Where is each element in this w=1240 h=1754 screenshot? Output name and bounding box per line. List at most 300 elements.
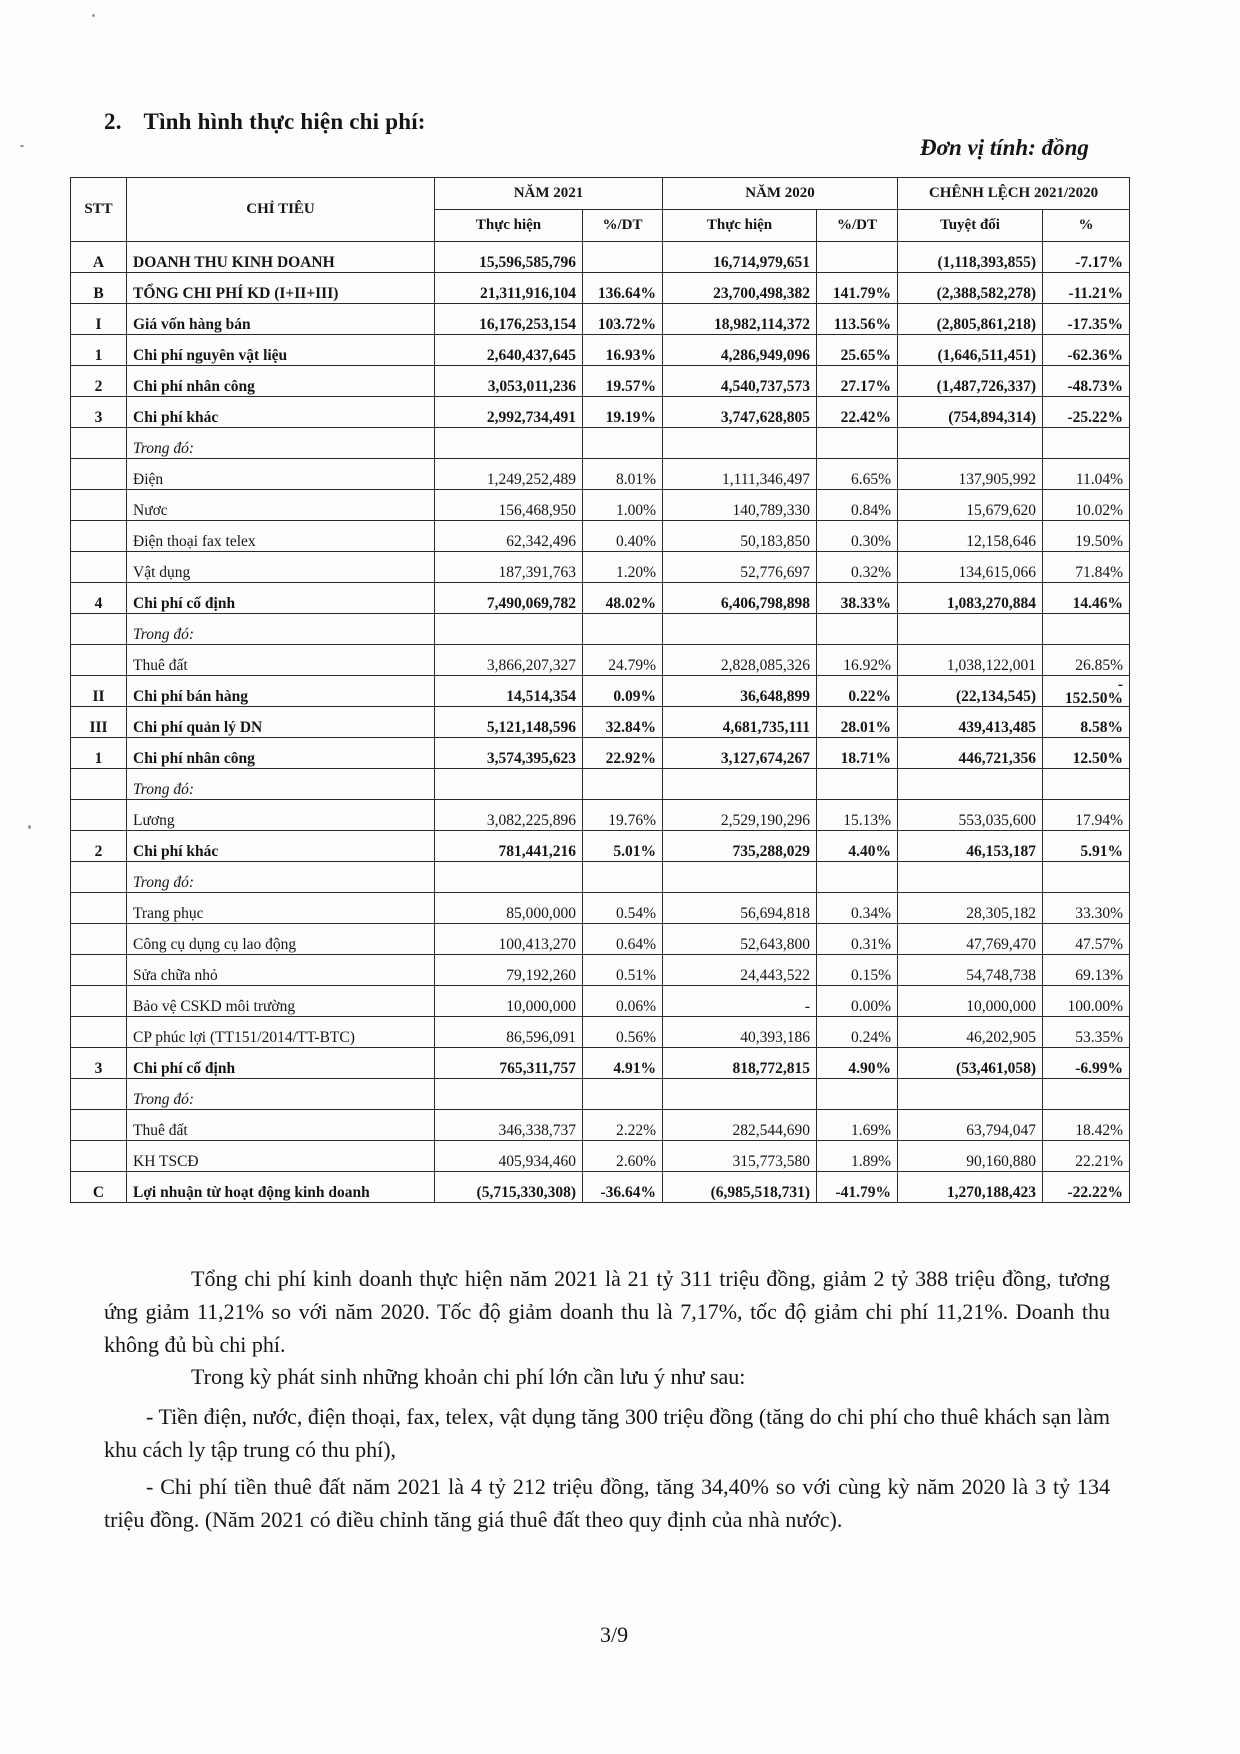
- table-row: [71, 428, 1130, 459]
- value-2021: 156,468,950: [435, 490, 583, 521]
- table-row: [71, 1172, 1130, 1203]
- diff-percent: [1043, 769, 1130, 800]
- bullet-utilities: - Tiền điện, nước, điện thoại, fax, telex, vật dụng tăng 300 triệu đồng (tăng do chi phí cho thuê khách sạn làm khu cách ly tập trung có thu phí),: [104, 1404, 1110, 1462]
- row-stt: [71, 428, 127, 459]
- pct-dt-2021: 136.64%: [583, 273, 663, 304]
- value-2021: 86,596,091: [435, 1017, 583, 1048]
- value-2020: 40,393,186: [663, 1017, 817, 1048]
- row-label: Chi phí khác: [127, 831, 435, 862]
- row-label: Trang phục: [127, 893, 435, 924]
- value-2021: [435, 614, 583, 645]
- paragraph-notes-intro: Trong kỳ phát sinh những khoản chi phí lớn cần lưu ý như sau:: [191, 1364, 746, 1389]
- value-2020: 50,183,850: [663, 521, 817, 552]
- section-number: 2.: [104, 109, 122, 134]
- row-stt: [71, 986, 127, 1017]
- diff-percent: -7.17%: [1043, 242, 1130, 273]
- diff-percent: 19.50%: [1043, 521, 1130, 552]
- table-row: [71, 335, 1130, 366]
- row-stt: [71, 893, 127, 924]
- diff-percent: -62.36%: [1043, 335, 1130, 366]
- value-2021: 16,176,253,154: [435, 304, 583, 335]
- value-2020: 6,406,798,898: [663, 583, 817, 614]
- header-thuc-hien-2020: Thực hiện: [663, 210, 817, 242]
- pct-dt-2020: 0.00%: [817, 986, 898, 1017]
- value-2020: 52,643,800: [663, 924, 817, 955]
- pct-dt-2021: 19.76%: [583, 800, 663, 831]
- value-2020: 315,773,580: [663, 1141, 817, 1172]
- row-stt: [71, 459, 127, 490]
- header-tuyet-doi: Tuyệt đối: [898, 210, 1043, 242]
- value-2020: 4,681,735,111: [663, 707, 817, 738]
- value-2021: 765,311,757: [435, 1048, 583, 1079]
- value-2021: [435, 1079, 583, 1110]
- diff-absolute: 54,748,738: [898, 955, 1043, 986]
- diff-absolute: 1,083,270,884: [898, 583, 1043, 614]
- table-row: [71, 552, 1130, 583]
- table-row: [71, 893, 1130, 924]
- row-label: Chi phí nhân công: [127, 366, 435, 397]
- pct-dt-2021: 8.01%: [583, 459, 663, 490]
- table-row: [71, 707, 1130, 738]
- table-row: [71, 583, 1130, 614]
- table-row: [71, 738, 1130, 769]
- diff-absolute: 10,000,000: [898, 986, 1043, 1017]
- pct-dt-2021: 4.91%: [583, 1048, 663, 1079]
- diff-absolute: 63,794,047: [898, 1110, 1043, 1141]
- value-2021: 85,000,000: [435, 893, 583, 924]
- value-2020: 56,694,818: [663, 893, 817, 924]
- pct-dt-2021: 16.93%: [583, 335, 663, 366]
- row-label: Thuê đất: [127, 645, 435, 676]
- value-2020: 2,529,190,296: [663, 800, 817, 831]
- row-stt: A: [71, 242, 127, 273]
- diff-absolute: 47,769,470: [898, 924, 1043, 955]
- value-2021: 781,441,216: [435, 831, 583, 862]
- diff-absolute: (22,134,545): [898, 676, 1043, 707]
- diff-percent: 22.21%: [1043, 1141, 1130, 1172]
- value-2020: 23,700,498,382: [663, 273, 817, 304]
- pct-dt-2021: 0.64%: [583, 924, 663, 955]
- table-row: [71, 397, 1130, 428]
- row-label: Thuê đất: [127, 1110, 435, 1141]
- row-stt: [71, 1110, 127, 1141]
- table-row: [71, 769, 1130, 800]
- diff-absolute: (1,487,726,337): [898, 366, 1043, 397]
- value-2021: 2,992,734,491: [435, 397, 583, 428]
- value-2021: 405,934,460: [435, 1141, 583, 1172]
- row-stt: 2: [71, 831, 127, 862]
- row-stt: 3: [71, 397, 127, 428]
- row-label: Chi phí cố định: [127, 583, 435, 614]
- value-2021: 2,640,437,645: [435, 335, 583, 366]
- value-2020: [663, 428, 817, 459]
- diff-percent: 18.42%: [1043, 1110, 1130, 1141]
- pct-dt-2020: 22.42%: [817, 397, 898, 428]
- pct-dt-2021: 0.40%: [583, 521, 663, 552]
- diff-absolute: (2,805,861,218): [898, 304, 1043, 335]
- table-row: [71, 862, 1130, 893]
- row-label: CP phúc lợi (TT151/2014/TT-BTC): [127, 1017, 435, 1048]
- scan-speck: [20, 145, 24, 147]
- pct-dt-2021: 48.02%: [583, 583, 663, 614]
- row-stt: [71, 1079, 127, 1110]
- pct-dt-2020: [817, 428, 898, 459]
- pct-dt-2020: 1.89%: [817, 1141, 898, 1172]
- diff-percent: 8.58%: [1043, 707, 1130, 738]
- bullet-land-rent: - Chi phí tiền thuê đất năm 2021 là 4 tỷ 212 triệu đồng, tăng 34,40% so với cùng kỳ năm 2020 là 3 tỷ 134 triệu đồng. (Năm 2021 có điều chỉnh tăng giá thuê đất theo quy định của nhà nước).: [104, 1474, 1110, 1532]
- table-row: [71, 273, 1130, 304]
- diff-percent: [1043, 676, 1130, 707]
- value-2020: 4,286,949,096: [663, 335, 817, 366]
- row-stt: [71, 1141, 127, 1172]
- row-label: Trong đó:: [127, 862, 435, 893]
- row-label: Sửa chữa nhỏ: [127, 955, 435, 986]
- value-2021: 100,413,270: [435, 924, 583, 955]
- pct-dt-2020: 6.65%: [817, 459, 898, 490]
- diff-percent: 53.35%: [1043, 1017, 1130, 1048]
- value-2020: 282,544,690: [663, 1110, 817, 1141]
- row-label: Trong đó:: [127, 769, 435, 800]
- diff-absolute: [898, 614, 1043, 645]
- value-2020: [663, 614, 817, 645]
- pct-dt-2020: 4.90%: [817, 1048, 898, 1079]
- table-row: [71, 986, 1130, 1017]
- row-label: Chi phí cố định: [127, 1048, 435, 1079]
- table-row: [71, 1110, 1130, 1141]
- pct-dt-2020: [817, 1079, 898, 1110]
- row-label: Công cụ dụng cụ lao động: [127, 924, 435, 955]
- value-2021: [435, 428, 583, 459]
- table-row: [71, 924, 1130, 955]
- paragraph-summary: Tổng chi phí kinh doanh thực hiện năm 2021 là 21 tỷ 311 triệu đồng, giảm 2 tỷ 388 triệu đồng, tương ứng giảm 11,21% so với năm 2020. Tốc độ giảm doanh thu là 7,17%, tốc độ giảm chi phí 11,21%. Doanh thu không đủ bù chi phí.: [104, 1266, 1110, 1357]
- pct-dt-2021: 0.54%: [583, 893, 663, 924]
- diff-absolute: (2,388,582,278): [898, 273, 1043, 304]
- value-2021: 14,514,354: [435, 676, 583, 707]
- scan-speck: [92, 14, 95, 17]
- value-2020: [663, 769, 817, 800]
- diff-absolute: 15,679,620: [898, 490, 1043, 521]
- diff-percent: 17.94%: [1043, 800, 1130, 831]
- diff-absolute: 137,905,992: [898, 459, 1043, 490]
- pct-dt-2021: 0.09%: [583, 676, 663, 707]
- table-row: [71, 1079, 1130, 1110]
- pct-dt-2020: 0.22%: [817, 676, 898, 707]
- row-label: KH TSCĐ: [127, 1141, 435, 1172]
- value-2020: -: [663, 986, 817, 1017]
- row-stt: II: [71, 676, 127, 707]
- row-label: DOANH THU KINH DOANH: [127, 242, 435, 273]
- diff-absolute: 446,721,356: [898, 738, 1043, 769]
- diff-percent: 71.84%: [1043, 552, 1130, 583]
- row-stt: [71, 1017, 127, 1048]
- row-stt: C: [71, 1172, 127, 1203]
- pct-dt-2020: [817, 769, 898, 800]
- pct-dt-2021: [583, 428, 663, 459]
- pct-dt-2020: 0.24%: [817, 1017, 898, 1048]
- row-label: Lợi nhuận từ hoạt động kinh doanh: [127, 1172, 435, 1203]
- row-label: Chi phí quản lý DN: [127, 707, 435, 738]
- row-label: TỔNG CHI PHÍ KD (I+II+III): [127, 273, 435, 304]
- pct-dt-2020: 0.32%: [817, 552, 898, 583]
- pct-dt-2020: 38.33%: [817, 583, 898, 614]
- row-label: Trong đó:: [127, 428, 435, 459]
- diff-percent: 14.46%: [1043, 583, 1130, 614]
- row-label: Chi phí nhân công: [127, 738, 435, 769]
- pct-dt-2021: [583, 242, 663, 273]
- row-stt: [71, 862, 127, 893]
- table-body: [71, 242, 1130, 1203]
- row-label: Điện thoại fax telex: [127, 521, 435, 552]
- header-pct-dt-2020: %/DT: [817, 210, 898, 242]
- diff-percent: 11.04%: [1043, 459, 1130, 490]
- value-2021: [435, 862, 583, 893]
- header-thuc-hien-2021: Thực hiện: [435, 210, 583, 242]
- diff-percent: [1043, 1079, 1130, 1110]
- pct-dt-2021: 19.57%: [583, 366, 663, 397]
- row-stt: [71, 521, 127, 552]
- diff-percent-sign: -: [1117, 676, 1124, 693]
- row-stt: [71, 614, 127, 645]
- diff-absolute: 28,305,182: [898, 893, 1043, 924]
- row-label: Trong đó:: [127, 1079, 435, 1110]
- diff-percent: -48.73%: [1043, 366, 1130, 397]
- diff-absolute: [898, 428, 1043, 459]
- value-2021: 79,192,260: [435, 955, 583, 986]
- value-2021: (5,715,330,308): [435, 1172, 583, 1203]
- table-row: [71, 521, 1130, 552]
- value-2021: 7,490,069,782: [435, 583, 583, 614]
- pct-dt-2021: 32.84%: [583, 707, 663, 738]
- diff-percent: -25.22%: [1043, 397, 1130, 428]
- header-chi-tieu: CHỈ TIÊU: [127, 178, 435, 242]
- table-row: [71, 1141, 1130, 1172]
- header-year-2020: NĂM 2020: [663, 178, 898, 210]
- diff-percent: -22.22%: [1043, 1172, 1130, 1203]
- pct-dt-2020: 141.79%: [817, 273, 898, 304]
- page-number: 3/9: [600, 1622, 629, 1647]
- value-2020: 3,747,628,805: [663, 397, 817, 428]
- diff-absolute: 46,153,187: [898, 831, 1043, 862]
- diff-absolute: 134,615,066: [898, 552, 1043, 583]
- diff-percent: -11.21%: [1043, 273, 1130, 304]
- row-stt: [71, 924, 127, 955]
- pct-dt-2020: 25.65%: [817, 335, 898, 366]
- row-label: Bảo vệ CSKD môi trường: [127, 986, 435, 1017]
- diff-absolute: [898, 769, 1043, 800]
- pct-dt-2021: [583, 862, 663, 893]
- diff-percent: 33.30%: [1043, 893, 1130, 924]
- value-2021: 3,866,207,327: [435, 645, 583, 676]
- diff-absolute: [898, 1079, 1043, 1110]
- cost-table: [70, 177, 1130, 1203]
- diff-percent: 5.91%: [1043, 831, 1130, 862]
- header-pct: %: [1043, 210, 1130, 242]
- value-2021: 346,338,737: [435, 1110, 583, 1141]
- header-stt: STT: [71, 178, 127, 242]
- diff-absolute: (53,461,058): [898, 1048, 1043, 1079]
- value-2020: 1,111,346,497: [663, 459, 817, 490]
- pct-dt-2021: 103.72%: [583, 304, 663, 335]
- pct-dt-2021: 0.51%: [583, 955, 663, 986]
- pct-dt-2021: 0.56%: [583, 1017, 663, 1048]
- pct-dt-2021: 1.20%: [583, 552, 663, 583]
- pct-dt-2020: [817, 862, 898, 893]
- diff-percent: 69.13%: [1043, 955, 1130, 986]
- value-2021: 15,596,585,796: [435, 242, 583, 273]
- section-title: [104, 109, 426, 135]
- header-year-2021: NĂM 2021: [435, 178, 663, 210]
- unit-label: Đơn vị tính: đồng: [920, 135, 1089, 160]
- pct-dt-2020: 28.01%: [817, 707, 898, 738]
- pct-dt-2021: 22.92%: [583, 738, 663, 769]
- row-label: Giá vốn hàng bán: [127, 304, 435, 335]
- table-row: [71, 955, 1130, 986]
- diff-absolute: 46,202,905: [898, 1017, 1043, 1048]
- value-2020: (6,985,518,731): [663, 1172, 817, 1203]
- value-2020: 24,443,522: [663, 955, 817, 986]
- row-stt: I: [71, 304, 127, 335]
- diff-percent: 100.00%: [1043, 986, 1130, 1017]
- diff-percent: 10.02%: [1043, 490, 1130, 521]
- pct-dt-2021: 24.79%: [583, 645, 663, 676]
- value-2021: 3,082,225,896: [435, 800, 583, 831]
- table-row: [71, 831, 1130, 862]
- pct-dt-2021: [583, 1079, 663, 1110]
- value-2021: 3,574,395,623: [435, 738, 583, 769]
- pct-dt-2020: 27.17%: [817, 366, 898, 397]
- table-row: [71, 800, 1130, 831]
- row-stt: 1: [71, 335, 127, 366]
- table-row: [71, 1048, 1130, 1079]
- header-pct-dt-2021: %/DT: [583, 210, 663, 242]
- diff-absolute: 553,035,600: [898, 800, 1043, 831]
- value-2021: 3,053,011,236: [435, 366, 583, 397]
- pct-dt-2021: 1.00%: [583, 490, 663, 521]
- row-stt: [71, 769, 127, 800]
- pct-dt-2021: [583, 769, 663, 800]
- row-label: Chi phí khác: [127, 397, 435, 428]
- pct-dt-2021: [583, 614, 663, 645]
- value-2020: 3,127,674,267: [663, 738, 817, 769]
- table-row: [71, 614, 1130, 645]
- diff-absolute: 1,270,188,423: [898, 1172, 1043, 1203]
- diff-percent: -6.99%: [1043, 1048, 1130, 1079]
- row-label: Vật dụng: [127, 552, 435, 583]
- value-2020: 16,714,979,651: [663, 242, 817, 273]
- diff-percent: 47.57%: [1043, 924, 1130, 955]
- table-row: [71, 676, 1130, 707]
- row-stt: 4: [71, 583, 127, 614]
- row-stt: 1: [71, 738, 127, 769]
- section-title-text: Tình hình thực hiện chi phí:: [143, 109, 426, 134]
- row-stt: B: [71, 273, 127, 304]
- pct-dt-2021: 5.01%: [583, 831, 663, 862]
- row-label: Chi phí nguyên vật liệu: [127, 335, 435, 366]
- row-label: Trong đó:: [127, 614, 435, 645]
- row-stt: [71, 490, 127, 521]
- table-row: [71, 304, 1130, 335]
- value-2021: 5,121,148,596: [435, 707, 583, 738]
- value-2020: 52,776,697: [663, 552, 817, 583]
- table-row: [71, 645, 1130, 676]
- value-2021: 10,000,000: [435, 986, 583, 1017]
- scan-speck: [28, 825, 31, 829]
- value-2020: 18,982,114,372: [663, 304, 817, 335]
- diff-percent: [1043, 428, 1130, 459]
- value-2021: 21,311,916,104: [435, 273, 583, 304]
- pct-dt-2020: 1.69%: [817, 1110, 898, 1141]
- pct-dt-2020: [817, 614, 898, 645]
- value-2021: 187,391,763: [435, 552, 583, 583]
- value-2020: 818,772,815: [663, 1048, 817, 1079]
- pct-dt-2021: 2.60%: [583, 1141, 663, 1172]
- value-2021: 62,342,496: [435, 521, 583, 552]
- table-row: [71, 490, 1130, 521]
- pct-dt-2021: 19.19%: [583, 397, 663, 428]
- diff-absolute: [898, 862, 1043, 893]
- pct-dt-2020: 0.84%: [817, 490, 898, 521]
- diff-absolute: 1,038,122,001: [898, 645, 1043, 676]
- diff-percent-value: 152.50%: [1064, 690, 1124, 707]
- pct-dt-2021: -36.64%: [583, 1172, 663, 1203]
- row-label: Chi phí bán hàng: [127, 676, 435, 707]
- pct-dt-2020: 113.56%: [817, 304, 898, 335]
- diff-absolute: (754,894,314): [898, 397, 1043, 428]
- table-row: [71, 366, 1130, 397]
- row-stt: 2: [71, 366, 127, 397]
- header-difference: CHÊNH LỆCH 2021/2020: [898, 178, 1130, 210]
- pct-dt-2020: [817, 242, 898, 273]
- value-2020: 4,540,737,573: [663, 366, 817, 397]
- diff-absolute: 12,158,646: [898, 521, 1043, 552]
- diff-percent: 12.50%: [1043, 738, 1130, 769]
- table-row: [71, 459, 1130, 490]
- diff-absolute: (1,118,393,855): [898, 242, 1043, 273]
- value-2020: 735,288,029: [663, 831, 817, 862]
- diff-percent: 26.85%: [1043, 645, 1130, 676]
- pct-dt-2020: 0.34%: [817, 893, 898, 924]
- diff-absolute: (1,646,511,451): [898, 335, 1043, 366]
- pct-dt-2020: 0.30%: [817, 521, 898, 552]
- row-stt: [71, 645, 127, 676]
- value-2020: 36,648,899: [663, 676, 817, 707]
- pct-dt-2020: -41.79%: [817, 1172, 898, 1203]
- value-2021: [435, 769, 583, 800]
- row-stt: [71, 552, 127, 583]
- table-row: [71, 1017, 1130, 1048]
- pct-dt-2020: 16.92%: [817, 645, 898, 676]
- pct-dt-2021: 0.06%: [583, 986, 663, 1017]
- pct-dt-2020: 18.71%: [817, 738, 898, 769]
- value-2020: [663, 862, 817, 893]
- row-stt: III: [71, 707, 127, 738]
- value-2020: [663, 1079, 817, 1110]
- diff-percent: [1043, 862, 1130, 893]
- pct-dt-2020: 0.15%: [817, 955, 898, 986]
- diff-absolute: 90,160,880: [898, 1141, 1043, 1172]
- diff-percent: [1043, 614, 1130, 645]
- pct-dt-2021: 2.22%: [583, 1110, 663, 1141]
- row-stt: 3: [71, 1048, 127, 1079]
- row-label: Nươc: [127, 490, 435, 521]
- diff-absolute: 439,413,485: [898, 707, 1043, 738]
- row-stt: [71, 955, 127, 986]
- value-2020: 2,828,085,326: [663, 645, 817, 676]
- table-row: [71, 242, 1130, 273]
- diff-percent: -17.35%: [1043, 304, 1130, 335]
- pct-dt-2020: 15.13%: [817, 800, 898, 831]
- pct-dt-2020: 4.40%: [817, 831, 898, 862]
